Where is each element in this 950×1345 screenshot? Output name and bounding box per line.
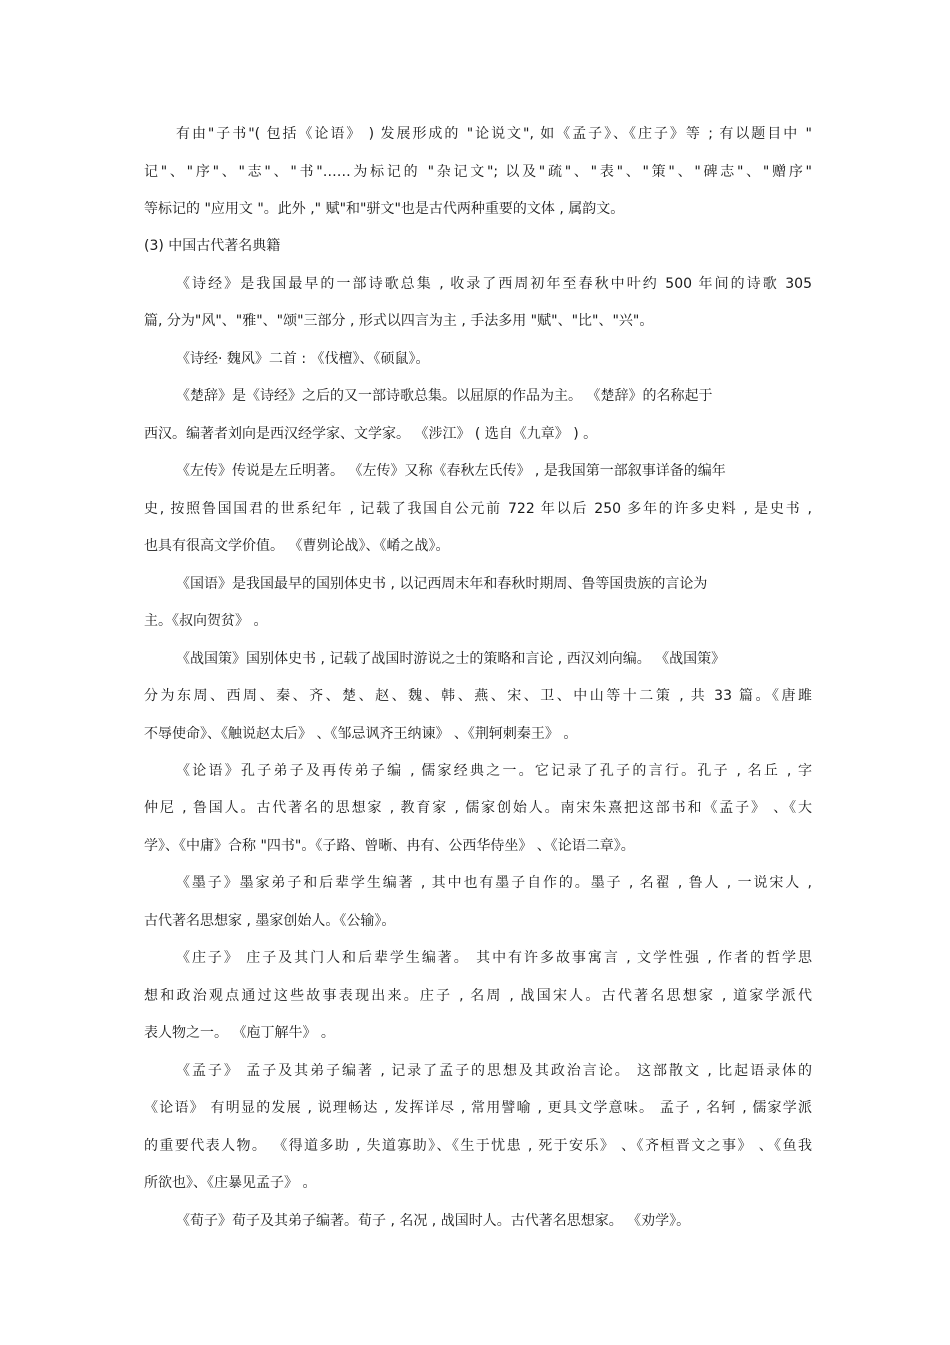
text-line: 《国语》是我国最早的国别体史书 , 以记西周末年和春秋时期周、鲁等国贵族的言论为 <box>176 576 708 592</box>
text-line: 所欲也》、《庄暴见孟子》 。 <box>144 1175 317 1191</box>
text-line: 《论语》孔子弟子及再传弟子编 , 儒家经典之一。它记录了孔子的言行。孔子 , 名丘 , 字 <box>176 763 812 779</box>
text-line: 西汉。编著者刘向是西汉经学家、文学家。 《涉江》 ( 选自《九章》 ) 。 <box>144 426 598 442</box>
text-line: 篇, 分为"风"、"雅"、"颂"三部分 , 形式以四言为主 , 手法多用 "赋"、"比"、"兴"。 <box>144 313 654 329</box>
text-line: 仲尼 , 鲁国人。古代著名的思想家 , 教育家 , 儒家创始人。南宋朱熹把这部书和《孟子》 、《大 <box>144 800 812 816</box>
text-line: 主。《叔向贺贫》 。 <box>144 613 268 629</box>
text-line: 《论语》 有明显的发展 , 说理畅达 , 发挥详尽 , 常用譬喻 , 更具文学意味。 孟子 , 名轲 , 儒家学派 <box>144 1100 812 1116</box>
text-line: 记"、"序"、"志"、"书"……为标记的 "杂记文"; 以及"疏"、"表"、"策"、"碑志"、"赠序" <box>144 164 812 180</box>
text-line: 的重要代表人物。 《得道多助 , 失道寡助》、《生于忧患 , 死于安乐》 、《齐桓晋文之事》 、《鱼我 <box>144 1138 812 1154</box>
text-line: 《左传》传说是左丘明著。 《左传》又称《春秋左氏传》 , 是我国第一部叙事详备的编年 <box>176 463 726 479</box>
text-line: 想和政治观点通过这些故事表现出来。庄子 , 名周 , 战国宋人。古代著名思想家 , 道家学派代 <box>144 988 812 1004</box>
text-line: 等标记的 "应用文 "。此外 ," 赋"和"骈文"也是古代两种重要的文体 , 属韵文。 <box>144 201 625 217</box>
text-line: 分为东周、西周、秦、齐、楚、赵、魏、韩、燕、宋、卫、中山等十二策 , 共 33 篇。《唐雎 <box>144 688 812 704</box>
text-line: 《墨子》墨家弟子和后辈学生编著 , 其中也有墨子自作的。墨子 , 名翟 , 鲁人 , 一说宋人 , <box>176 875 812 891</box>
text-line: 《战国策》国别体史书 , 记载了战国时游说之士的策略和言论 , 西汉刘向编。 《战国策》 <box>176 651 726 667</box>
text-line: 《庄子》 庄子及其门人和后辈学生编著。 其中有许多故事寓言 , 文学性强 , 作者的哲学思 <box>176 950 812 966</box>
text-line: 表人物之一。 《庖丁解牛》 。 <box>144 1025 335 1041</box>
text-line: 不辱使命》、《触说赵太后》 、《邹忌讽齐王纳谏》 、《荆轲刺秦王》 。 <box>144 726 578 742</box>
text-line: 《荀子》荀子及其弟子编著。荀子 , 名况 , 战国时人。古代著名思想家。 《劝学》。 <box>176 1213 691 1229</box>
text-line: 也具有很高文学价值。 《曹刿论战》、《崤之战》。 <box>144 538 450 554</box>
text-line: 学》、《中庸》合称 "四书"。《子路、曾晰、冉有、公西华侍坐》 、《论语二章》。 <box>144 838 635 854</box>
text-line: 古代著名思想家 , 墨家创始人。《公输》。 <box>144 913 396 929</box>
text-line: 《诗经· 魏风》二首 : 《伐檀》、《硕鼠》。 <box>176 351 430 367</box>
section-heading: (3) 中国古代著名典籍 <box>144 238 281 254</box>
text-line: 《楚辞》是《诗经》之后的又一部诗歌总集。以屈原的作品为主。 《楚辞》的名称起于 <box>176 388 713 404</box>
text-line: 《诗经》是我国最早的一部诗歌总集 , 收录了西周初年至春秋中叶约 500 年间的诗歌 305 <box>176 276 812 292</box>
text-line: 有由"子书"( 包括《论语》 ) 发展形成的 "论说文", 如《孟子》、《庄子》等 ; 有以题目中 " <box>176 126 812 142</box>
text-line: 《孟子》 孟子及其弟子编著 , 记录了孟子的思想及其政治言论。 这部散文 , 比起语录体的 <box>176 1063 812 1079</box>
text-line: 史, 按照鲁国国君的世系纪年 , 记载了我国自公元前 722 年以后 250 多年的许多史料 , 是史书 , <box>144 501 812 517</box>
